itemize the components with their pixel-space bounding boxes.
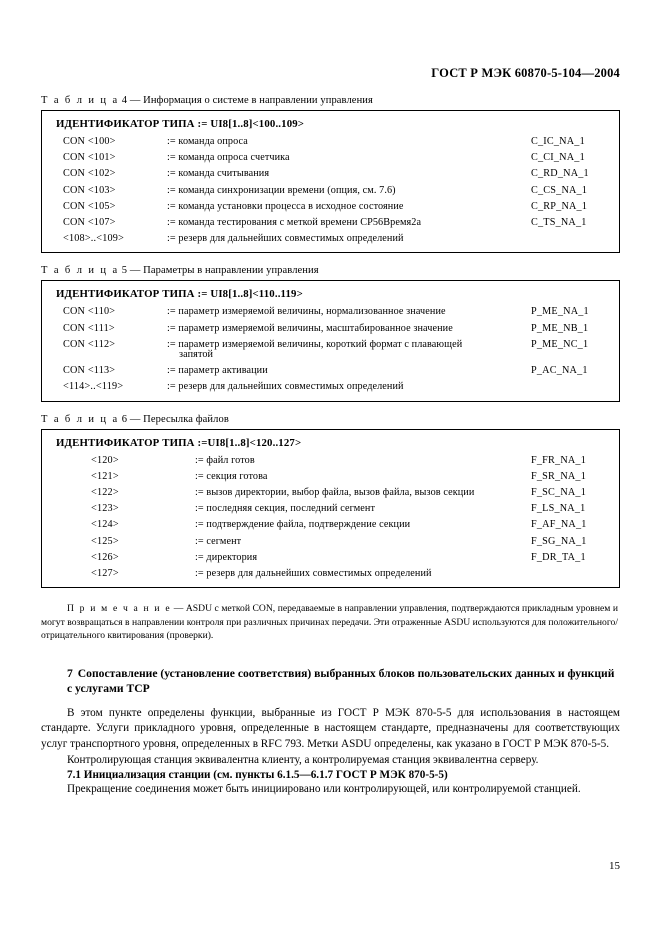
table-6-caption [41, 414, 620, 425]
type-definition [167, 340, 524, 360]
table-row [50, 517, 611, 533]
type-code: F_AF_NA_1 [531, 519, 587, 531]
section-7-paragraph-2: Контролирующая станция эквивалентна клиенту, а контролируемая станция эквивалентна серверу. [67, 753, 539, 766]
table-5-caption [41, 265, 620, 276]
table-6-rows [50, 453, 611, 583]
document-standard-header: ГОСТ Р МЭК 60870-5-104—2004 [431, 66, 620, 80]
type-code: F_DR_TA_1 [531, 551, 586, 563]
type-id: CON <100> [63, 136, 116, 147]
type-id: <122> [91, 487, 119, 499]
type-id: CON <107> [63, 217, 116, 229]
type-id: CON <103> [63, 184, 116, 196]
type-definition: := параметр измеряемой величины, нормализованное значение [167, 306, 446, 318]
type-id: CON <102> [63, 168, 116, 180]
table-row [50, 534, 611, 550]
table-row [50, 166, 611, 182]
table-5-caption-prefix: Т а б л и ц а [41, 265, 120, 277]
page-number: 15 [609, 860, 620, 872]
table-row [50, 469, 611, 485]
section-7-1-heading: 7.1 Инициализация станции (см. пункты 6.1.5—6.1.7 ГОСТ Р МЭК 870-5-5) [67, 769, 448, 782]
type-definition: := вызов директории, выбор файла, вызов файла, вызов секции [195, 487, 475, 499]
type-definition: := параметр измеряемой величины, масштабированное значение [167, 322, 453, 334]
type-id: <108>..<109> [63, 233, 125, 245]
type-code: P_AC_NA_1 [531, 365, 588, 377]
type-definition: := команда считывания [167, 168, 270, 180]
type-definition: := команда синхронизации времени (опция, см. 7.6) [167, 184, 396, 196]
table-row [50, 337, 611, 363]
type-code: C_TS_NA_1 [531, 217, 587, 229]
note-text: — ASDU с меткой CON, передаваемые в направлении управления, подтверждаются прикладным уровнем и могут возвращаться в направлении контроля при различных причинах передачи. Эти отраженные ASDU используются для положительного/отрицательного квитирования (проверки). [41, 603, 618, 641]
type-id: CON <111> [63, 322, 115, 334]
table-row [50, 321, 611, 337]
type-code: F_FR_NA_1 [531, 454, 587, 466]
table-5-rows [50, 304, 611, 395]
table-row [50, 485, 611, 501]
type-id: CON <105> [63, 200, 116, 212]
table-6-block [41, 414, 620, 589]
type-code: F_LS_NA_1 [531, 503, 586, 515]
type-id: <121> [91, 470, 119, 482]
type-definition: := последняя секция, последний сегмент [195, 503, 376, 515]
type-definition-line-1: := параметр измеряемой величины, короткий формат с плавающей [167, 338, 463, 350]
table-6-caption-text: 6 — Пересылка файлов [121, 413, 229, 425]
type-definition: := резерв для дальнейших совместимых определений [167, 233, 404, 245]
table-row [50, 501, 611, 517]
type-code: P_ME_NB_1 [531, 322, 589, 334]
type-id: <114>..<119> [63, 381, 124, 393]
type-code: C_RP_NA_1 [531, 200, 588, 212]
type-code: P_ME_NC_1 [531, 338, 589, 350]
type-definition: := директория [195, 551, 258, 563]
type-definition-line-2: запятой [179, 349, 214, 361]
table-4 [41, 110, 620, 253]
type-definition: := резерв для дальнейших совместимых определений [195, 568, 432, 580]
section-7-number: 7 [67, 666, 73, 680]
content-area [41, 95, 620, 797]
table-row [50, 550, 611, 566]
type-definition: := команда установки процесса в исходное состояние [167, 200, 404, 212]
table-row [50, 150, 611, 166]
table-4-header: ИДЕНТИФИКАТОР ТИПА := UI8[1..8]<100..109> [56, 118, 305, 130]
table-6-header: ИДЕНТИФИКАТОР ТИПА :=UI8[1..8]<120..127> [56, 436, 302, 449]
type-code: F_SC_NA_1 [531, 487, 587, 499]
type-definition: := резерв для дальнейших совместимых определений [167, 381, 404, 393]
type-code: C_CS_NA_1 [531, 184, 588, 196]
table-row [50, 134, 611, 150]
type-definition: := подтверждение файла, подтверждение секции [195, 519, 411, 531]
table-6 [41, 429, 620, 589]
type-code: C_IC_NA_1 [531, 136, 585, 147]
type-id: <124> [91, 519, 119, 531]
table-5-caption-text: 5 — Параметры в направлении управления [121, 265, 319, 277]
type-definition: := параметр активации [167, 365, 268, 377]
type-id: <127> [91, 568, 119, 580]
section-7-paragraph-1: В этом пункте определены функции, выбранные из ГОСТ Р МЭК 870-5-5 для использования в настоящем стандарте. Услуги прикладного уровня, определенные в настоящем стандарте, предназначены для соответствующих услуг транспортного уровня, определенных в RFC 793. Метки ASDU определены, как указано в ГОСТ Р МЭК 870-5-5. [41, 707, 620, 750]
table-5 [41, 280, 620, 401]
type-id: <120> [91, 454, 119, 466]
type-id: CON <113> [63, 365, 116, 377]
table-row [50, 215, 611, 231]
table-row [50, 453, 611, 469]
type-definition: := файл готов [195, 454, 255, 466]
table-row [50, 379, 611, 395]
type-id: CON <110> [63, 306, 116, 318]
table-4-caption-text: 4 — Информация о системе в направлении управления [121, 95, 373, 106]
type-code: P_ME_NA_1 [531, 306, 589, 318]
type-id: <126> [91, 551, 119, 563]
section-7-heading [41, 666, 620, 696]
table-4-rows [50, 134, 611, 247]
type-code: F_SR_NA_1 [531, 470, 587, 482]
table-4-caption [41, 95, 620, 106]
type-definition: := команда опроса [167, 136, 248, 147]
table-row [50, 183, 611, 199]
table-4-block [41, 95, 620, 253]
type-code: C_CI_NA_1 [531, 152, 585, 164]
type-code: C_RD_NA_1 [531, 168, 589, 180]
section-7-1-paragraph: Прекращение соединения может быть инициировано или контролирующей, или контролируемой станцией. [67, 783, 581, 796]
section-7-title: Сопоставление (установление соответствия) выбранных блоков пользовательских данных и функций с услугами TCP [67, 666, 615, 696]
table-5-header: ИДЕНТИФИКАТОР ТИПА := UI8[1..8]<110..119> [56, 288, 303, 301]
note-label: П р и м е ч а н и е [67, 603, 172, 615]
type-id: <123> [91, 503, 119, 515]
type-id: CON <101> [63, 152, 116, 164]
type-definition: := команда тестирования с меткой времени CP56Время2a [167, 217, 422, 229]
table-row [50, 231, 611, 247]
type-id: CON <112> [63, 338, 116, 350]
table-6-caption-prefix: Т а б л и ц а [41, 413, 120, 425]
table-row [50, 566, 611, 582]
table-row [50, 199, 611, 215]
type-code: F_SG_NA_1 [531, 535, 587, 547]
table-5-block [41, 265, 620, 401]
type-id: <125> [91, 535, 119, 547]
table-4-caption-prefix: Т а б л и ц а [41, 95, 120, 106]
note-block [41, 602, 620, 642]
type-definition: := секция готова [195, 470, 268, 482]
table-row [50, 363, 611, 379]
type-definition: := команда опроса счетчика [167, 152, 290, 164]
table-row [50, 304, 611, 320]
type-definition: := сегмент [195, 535, 242, 547]
